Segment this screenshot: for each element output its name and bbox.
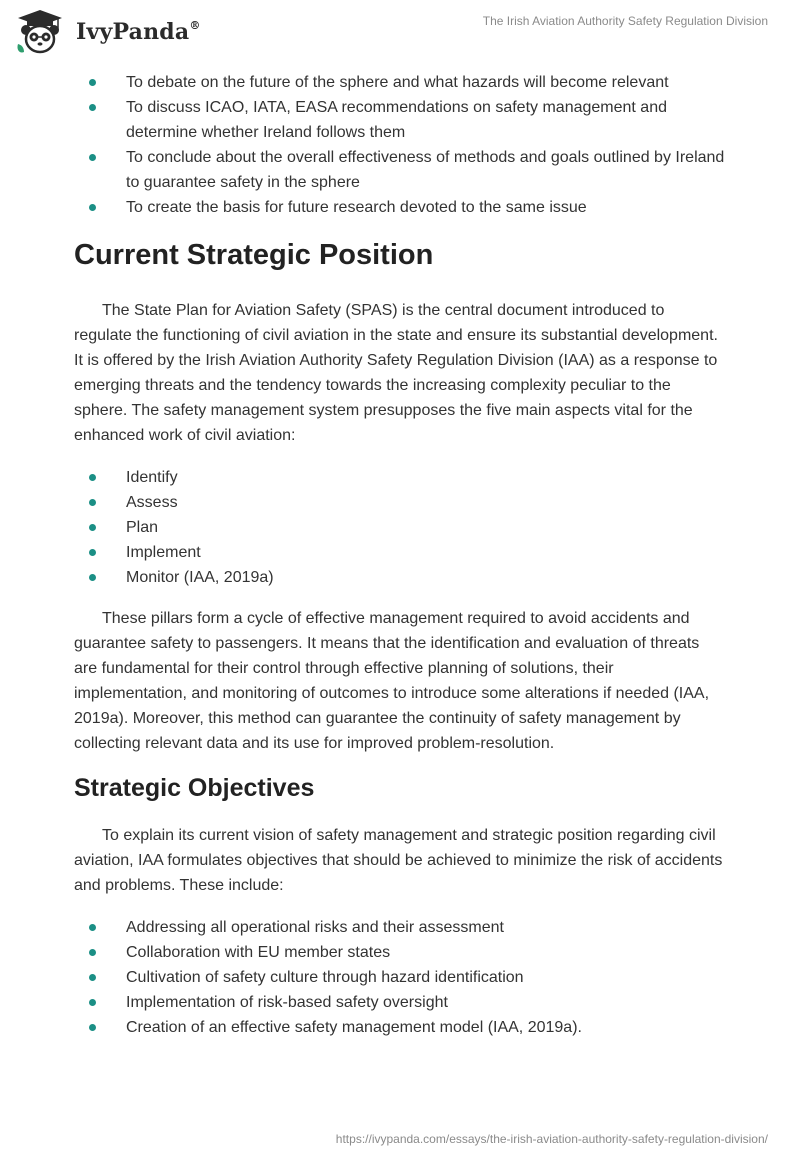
list-item (74, 465, 734, 490)
section-heading-strategic-objectives: Strategic Objectives (74, 774, 315, 802)
list-item (74, 990, 734, 1015)
bullet-icon (89, 524, 96, 531)
document-title: The Irish Aviation Authority Safety Regulation Division (482, 14, 768, 28)
list-item-text: To discuss ICAO, IATA, EASA recommendations on safety management and determine whether Ireland follows them (126, 99, 667, 141)
list-item (74, 95, 734, 145)
intro-bullet-list (74, 70, 734, 220)
paragraph-objectives-intro: To explain its current vision of safety management and strategic position regarding civil aviation, IAA formulates objectives that should be achieved to minimize the risk of accidents and problems. These include: (74, 827, 723, 894)
list-item (74, 70, 734, 95)
bullet-icon (89, 474, 96, 481)
list-item-text: Addressing all operational risks and their assessment (126, 919, 504, 936)
list-item (74, 1015, 734, 1040)
list-item (74, 490, 734, 515)
page-header (0, 0, 800, 66)
list-item (74, 565, 734, 590)
list-item-text: Creation of an effective safety management model (IAA, 2019a). (126, 1019, 582, 1036)
list-item-text: Implement (126, 544, 201, 561)
bullet-icon (89, 974, 96, 981)
list-item-text: Collaboration with EU member states (126, 944, 391, 961)
bullet-icon (89, 924, 96, 931)
bullet-icon (89, 1024, 96, 1031)
bullet-icon (89, 104, 96, 111)
brand-logo[interactable] (14, 8, 201, 56)
section-heading-current-position: Current Strategic Position (74, 239, 434, 271)
list-item (74, 915, 734, 940)
bullet-icon (89, 79, 96, 86)
list-item-text: To debate on the future of the sphere and what hazards will become relevant (126, 74, 669, 91)
brand-name: IvyPanda® (76, 19, 201, 45)
list-item-text: Monitor (IAA, 2019a) (126, 569, 274, 586)
list-item (74, 540, 734, 565)
list-item-text: Identify (126, 469, 178, 486)
bullet-icon (89, 999, 96, 1006)
panda-logo-icon (14, 8, 66, 56)
bullet-icon (89, 154, 96, 161)
list-item (74, 940, 734, 965)
list-item (74, 195, 734, 220)
bullet-icon (89, 949, 96, 956)
bullet-icon (89, 574, 96, 581)
aspects-bullet-list (74, 465, 734, 590)
paragraph-spas: The State Plan for Aviation Safety (SPAS) is the central document introduced to regulate the functioning of civil aviation in the state and ensure its substantial development. It is offered by the Irish Aviation Authority Safety Regulation Division (IAA) as a response to emerging threats and the tendency towards the increasing complexity peculiar to the sphere. The safety management system presupposes the five main aspects vital for the enhanced work of civil aviation: (74, 302, 718, 444)
objectives-bullet-list (74, 915, 734, 1040)
list-item (74, 515, 734, 540)
list-item-text: Plan (126, 519, 159, 536)
list-item (74, 965, 734, 990)
bullet-icon (89, 549, 96, 556)
bullet-icon (89, 499, 96, 506)
list-item-text: Implementation of risk-based safety oversight (126, 994, 448, 1011)
list-item-text: Assess (126, 494, 178, 511)
paragraph-pillars: These pillars form a cycle of effective management required to avoid accidents and guarantee safety to passengers. It means that the identification and evaluation of threats are fundamental for their control through effective planning of solutions, their implementation, and monitoring of outcomes to introduce some alterations if needed (IAA, 2019a). Moreover, this method can guarantee the continuity of safety management by collecting relevant data and its use for improved problem-resolution. (74, 610, 710, 752)
source-url[interactable]: https://ivypanda.com/essays/the-irish-aviation-authority-safety-regulation-division/ (335, 1132, 768, 1146)
list-item-text: To conclude about the overall effectiveness of methods and goals outlined by Ireland to guarantee safety in the sphere (126, 149, 725, 191)
bullet-icon (89, 204, 96, 211)
list-item (74, 145, 734, 195)
list-item-text: To create the basis for future research devoted to the same issue (126, 199, 587, 216)
list-item-text: Cultivation of safety culture through hazard identification (126, 969, 524, 986)
